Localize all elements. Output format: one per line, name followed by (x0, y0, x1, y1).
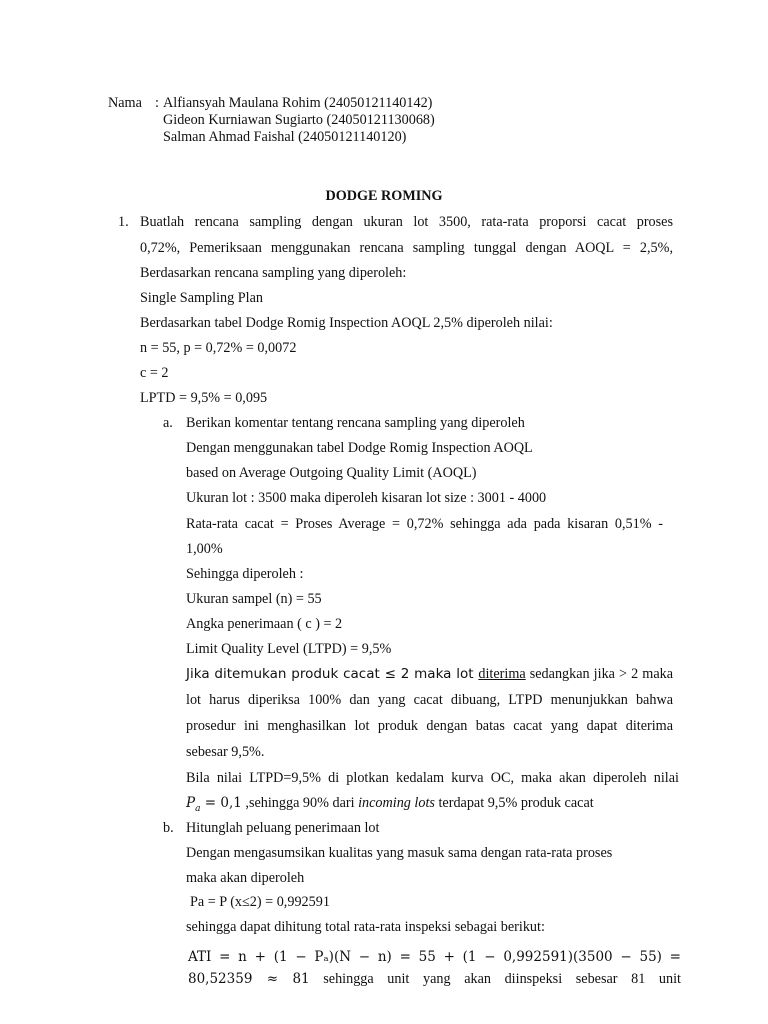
ati-conclusion: sehingga unit yang akan diinspeksi sebesar 81 unit (309, 971, 681, 987)
pa-symbol: P (186, 795, 196, 811)
pa-value-line: Pa = P (x≤2) = 0,992591 (190, 894, 330, 910)
name-label: Nama (108, 95, 142, 111)
ati-formula-line-2 (188, 971, 681, 988)
incoming-lots: incoming lots (358, 795, 435, 811)
part-a-line-4: Ukuran lot : 3500 maka diperoleh kisaran lot size : 3001 - 4000 (186, 490, 547, 506)
para1-start: Jika ditemukan produk cacat ≤ 2 maka lot (186, 666, 479, 682)
part-a-line-3: based on Average Outgoing Quality Limit (AOQL) (186, 465, 477, 481)
part-a-line-6: 1,00% (186, 541, 223, 557)
q1-line-8: LPTD = 9,5% = 0,095 (140, 390, 268, 406)
part-a-para1-line-1 (186, 666, 673, 683)
pa-equals: = 0,1 (200, 795, 242, 811)
ati-formula-line-1: ATI = n + (1 − Pₐ)(N − n) = 55 + (1 − 0,992591)(3500 − 55) = (188, 949, 681, 965)
q1-line-7: c = 2 (140, 365, 169, 381)
part-a-para1-line-3: prosedur ini menghasilkan lot produk dengan batas cacat yang dapat diterima (186, 718, 673, 734)
part-a-letter: a. (163, 415, 173, 431)
para1-end: sedangkan jika > 2 maka (525, 666, 674, 682)
q1-line-2: 0,72%, Pemeriksaan menggunakan rencana sampling tunggal dengan AOQL = 2,5%, (140, 240, 673, 256)
part-a-line-10: Limit Quality Level (LTPD) = 9,5% (186, 641, 392, 657)
question-number: 1. (118, 214, 129, 230)
part-a-line-7: Sehingga diperoleh : (186, 566, 304, 582)
part-a-para2-line-2 (186, 795, 594, 814)
q1-line-1: Buatlah rencana sampling dengan ukuran lot 3500, rata-rata proporsi cacat proses (140, 214, 673, 230)
diterima-underlined: diterima (478, 666, 526, 682)
q1-line-5: Berdasarkan tabel Dodge Romig Inspection AOQL 2,5% diperoleh nilai: (140, 315, 553, 331)
part-a-line-1: Berikan komentar tentang rencana sampling yang diperoleh (186, 415, 525, 431)
q1-line-3: Berdasarkan rencana sampling yang diperoleh: (140, 265, 407, 281)
q1-line-4: Single Sampling Plan (140, 290, 263, 306)
part-b-letter: b. (163, 820, 174, 836)
author-name-1: Alfiansyah Maulana Rohim (24050121140142) (163, 95, 433, 111)
para2-end: terdapat 9,5% produk cacat (434, 795, 594, 811)
part-a-para2-line-1: Bila nilai LTPD=9,5% di plotkan kedalam kurva OC, maka akan diperoleh nilai (186, 770, 679, 786)
part-b-line-1: Hitunglah peluang penerimaan lot (186, 820, 380, 836)
author-name-3: Salman Ahmad Faishal (24050121140120) (163, 129, 407, 145)
part-a-para1-line-2: lot harus diperiksa 100% dan yang cacat dibuang, LTPD menunjukkan bahwa (186, 692, 673, 708)
part-b-line-3: maka akan diperoleh (186, 870, 305, 886)
part-b-line-2: Dengan mengasumsikan kualitas yang masuk sama dengan rata-rata proses (186, 845, 613, 861)
pa-subscript: a (195, 803, 201, 814)
author-name-2: Gideon Kurniawan Sugiarto (24050121130068) (163, 112, 435, 128)
part-a-line-5: Rata-rata cacat = Proses Average = 0,72% sehingga ada pada kisaran 0,51% - (186, 516, 663, 532)
page-title: DODGE ROMING (325, 188, 443, 204)
ati-intro: sehingga dapat dihitung total rata-rata inspeksi sebagai berikut: (186, 919, 545, 935)
q1-line-6: n = 55, p = 0,72% = 0,0072 (140, 340, 297, 356)
name-separator: : (155, 95, 159, 111)
part-a-line-8: Ukuran sampel (n) = 55 (186, 591, 322, 607)
part-a-para1-line-4: sebesar 9,5%. (186, 744, 265, 760)
ati-result: 80,52359 ≈ 81 (188, 971, 310, 987)
part-a-line-9: Angka penerimaan ( c ) = 2 (186, 616, 343, 632)
para2-mid: ,sehingga 90% dari (241, 795, 359, 811)
part-a-line-2: Dengan menggunakan tabel Dodge Romig Inspection AOQL (186, 440, 533, 456)
